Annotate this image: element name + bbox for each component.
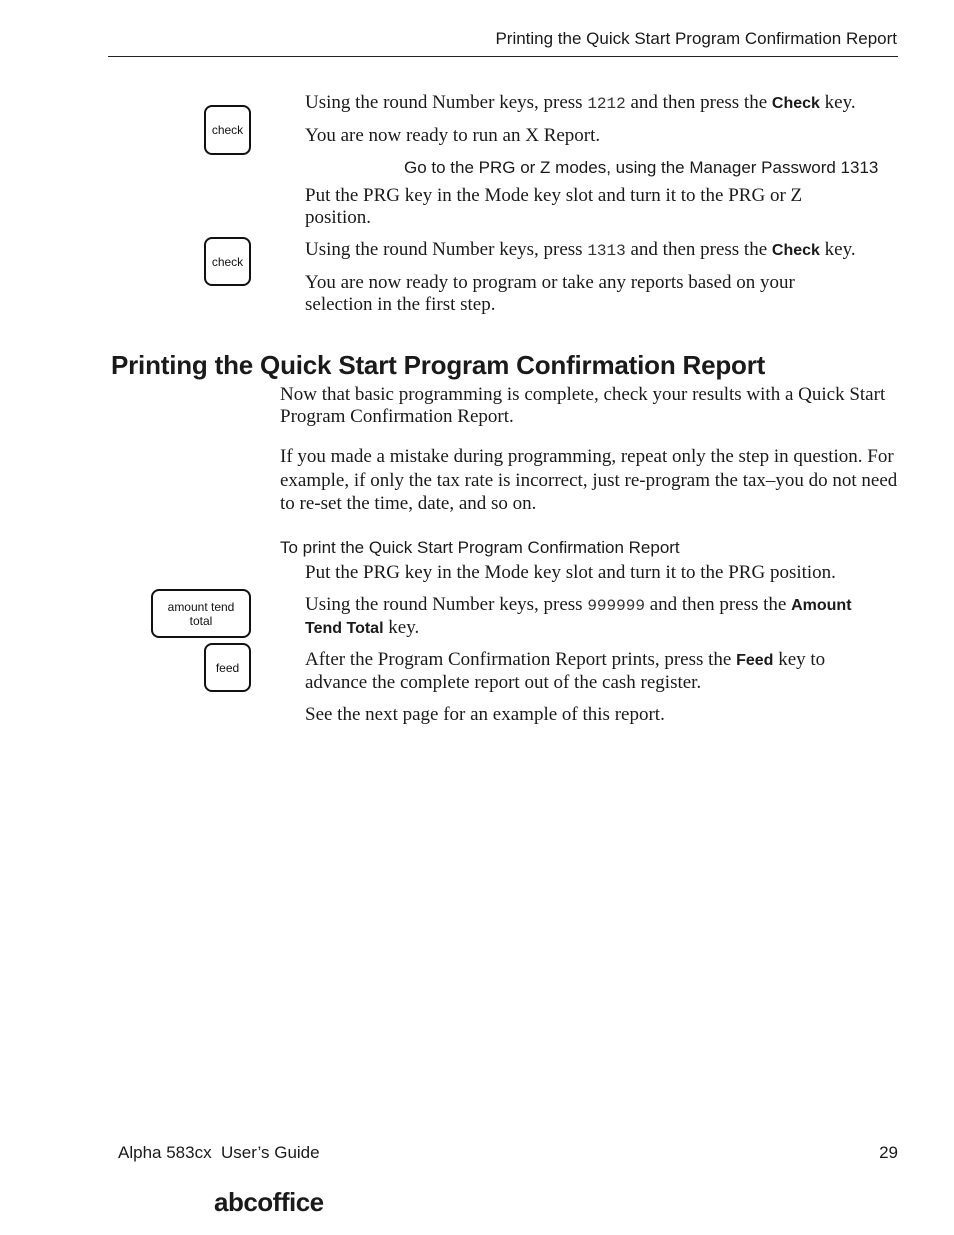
- step-text: Using the round Number keys, press 1212 and then press the Check key.: [305, 92, 856, 113]
- step-text: You are now ready to program or take any reports based on your selection in the first step.: [305, 272, 795, 315]
- procedure-title: To print the Quick Start Program Confirmation Report: [280, 538, 680, 557]
- subheading: Go to the PRG or Z modes, using the Manager Password 1313: [404, 158, 879, 177]
- amount-tend-total-key-icon: amount tend total: [151, 589, 251, 638]
- step-text: Using the round Number keys, press 1313 and then press the Check key.: [305, 239, 856, 260]
- step-text: Using the round Number keys, press 999999 and then press the Amount Tend Total key.: [305, 594, 852, 638]
- running-header: Printing the Quick Start Program Confirmation Report: [495, 29, 897, 48]
- page-number: 29: [879, 1143, 898, 1162]
- paragraph: Now that basic programming is complete, check your results with a Quick Start Program Confirmation Report.: [280, 384, 886, 427]
- step-text: Put the PRG key in the Mode key slot and turn it to the PRG position.: [305, 562, 836, 583]
- header-rule: [108, 56, 898, 57]
- step-text: Put the PRG key in the Mode key slot and turn it to the PRG or Z position.: [305, 185, 803, 228]
- check-key-icon: check: [204, 105, 251, 155]
- step-text: See the next page for an example of this report.: [305, 704, 665, 725]
- brand-logo: abcoffice: [214, 1187, 324, 1217]
- section-heading: Printing the Quick Start Program Confirmation Report: [111, 350, 766, 380]
- feed-key-icon: feed: [204, 643, 251, 692]
- step-text: You are now ready to run an X Report.: [305, 125, 601, 146]
- footer-guide-title: Alpha 583cx User’s Guide: [118, 1143, 320, 1162]
- paragraph: If you made a mistake during programming, repeat only the step in question. For example, if only the tax rate is incorrect, just re-program the tax–you do not need to re-set the time, date, and so on.: [280, 446, 898, 514]
- check-key-icon: check: [204, 237, 251, 286]
- step-text: After the Program Confirmation Report prints, press the Feed key to advance the complete report out of the cash register.: [305, 649, 826, 693]
